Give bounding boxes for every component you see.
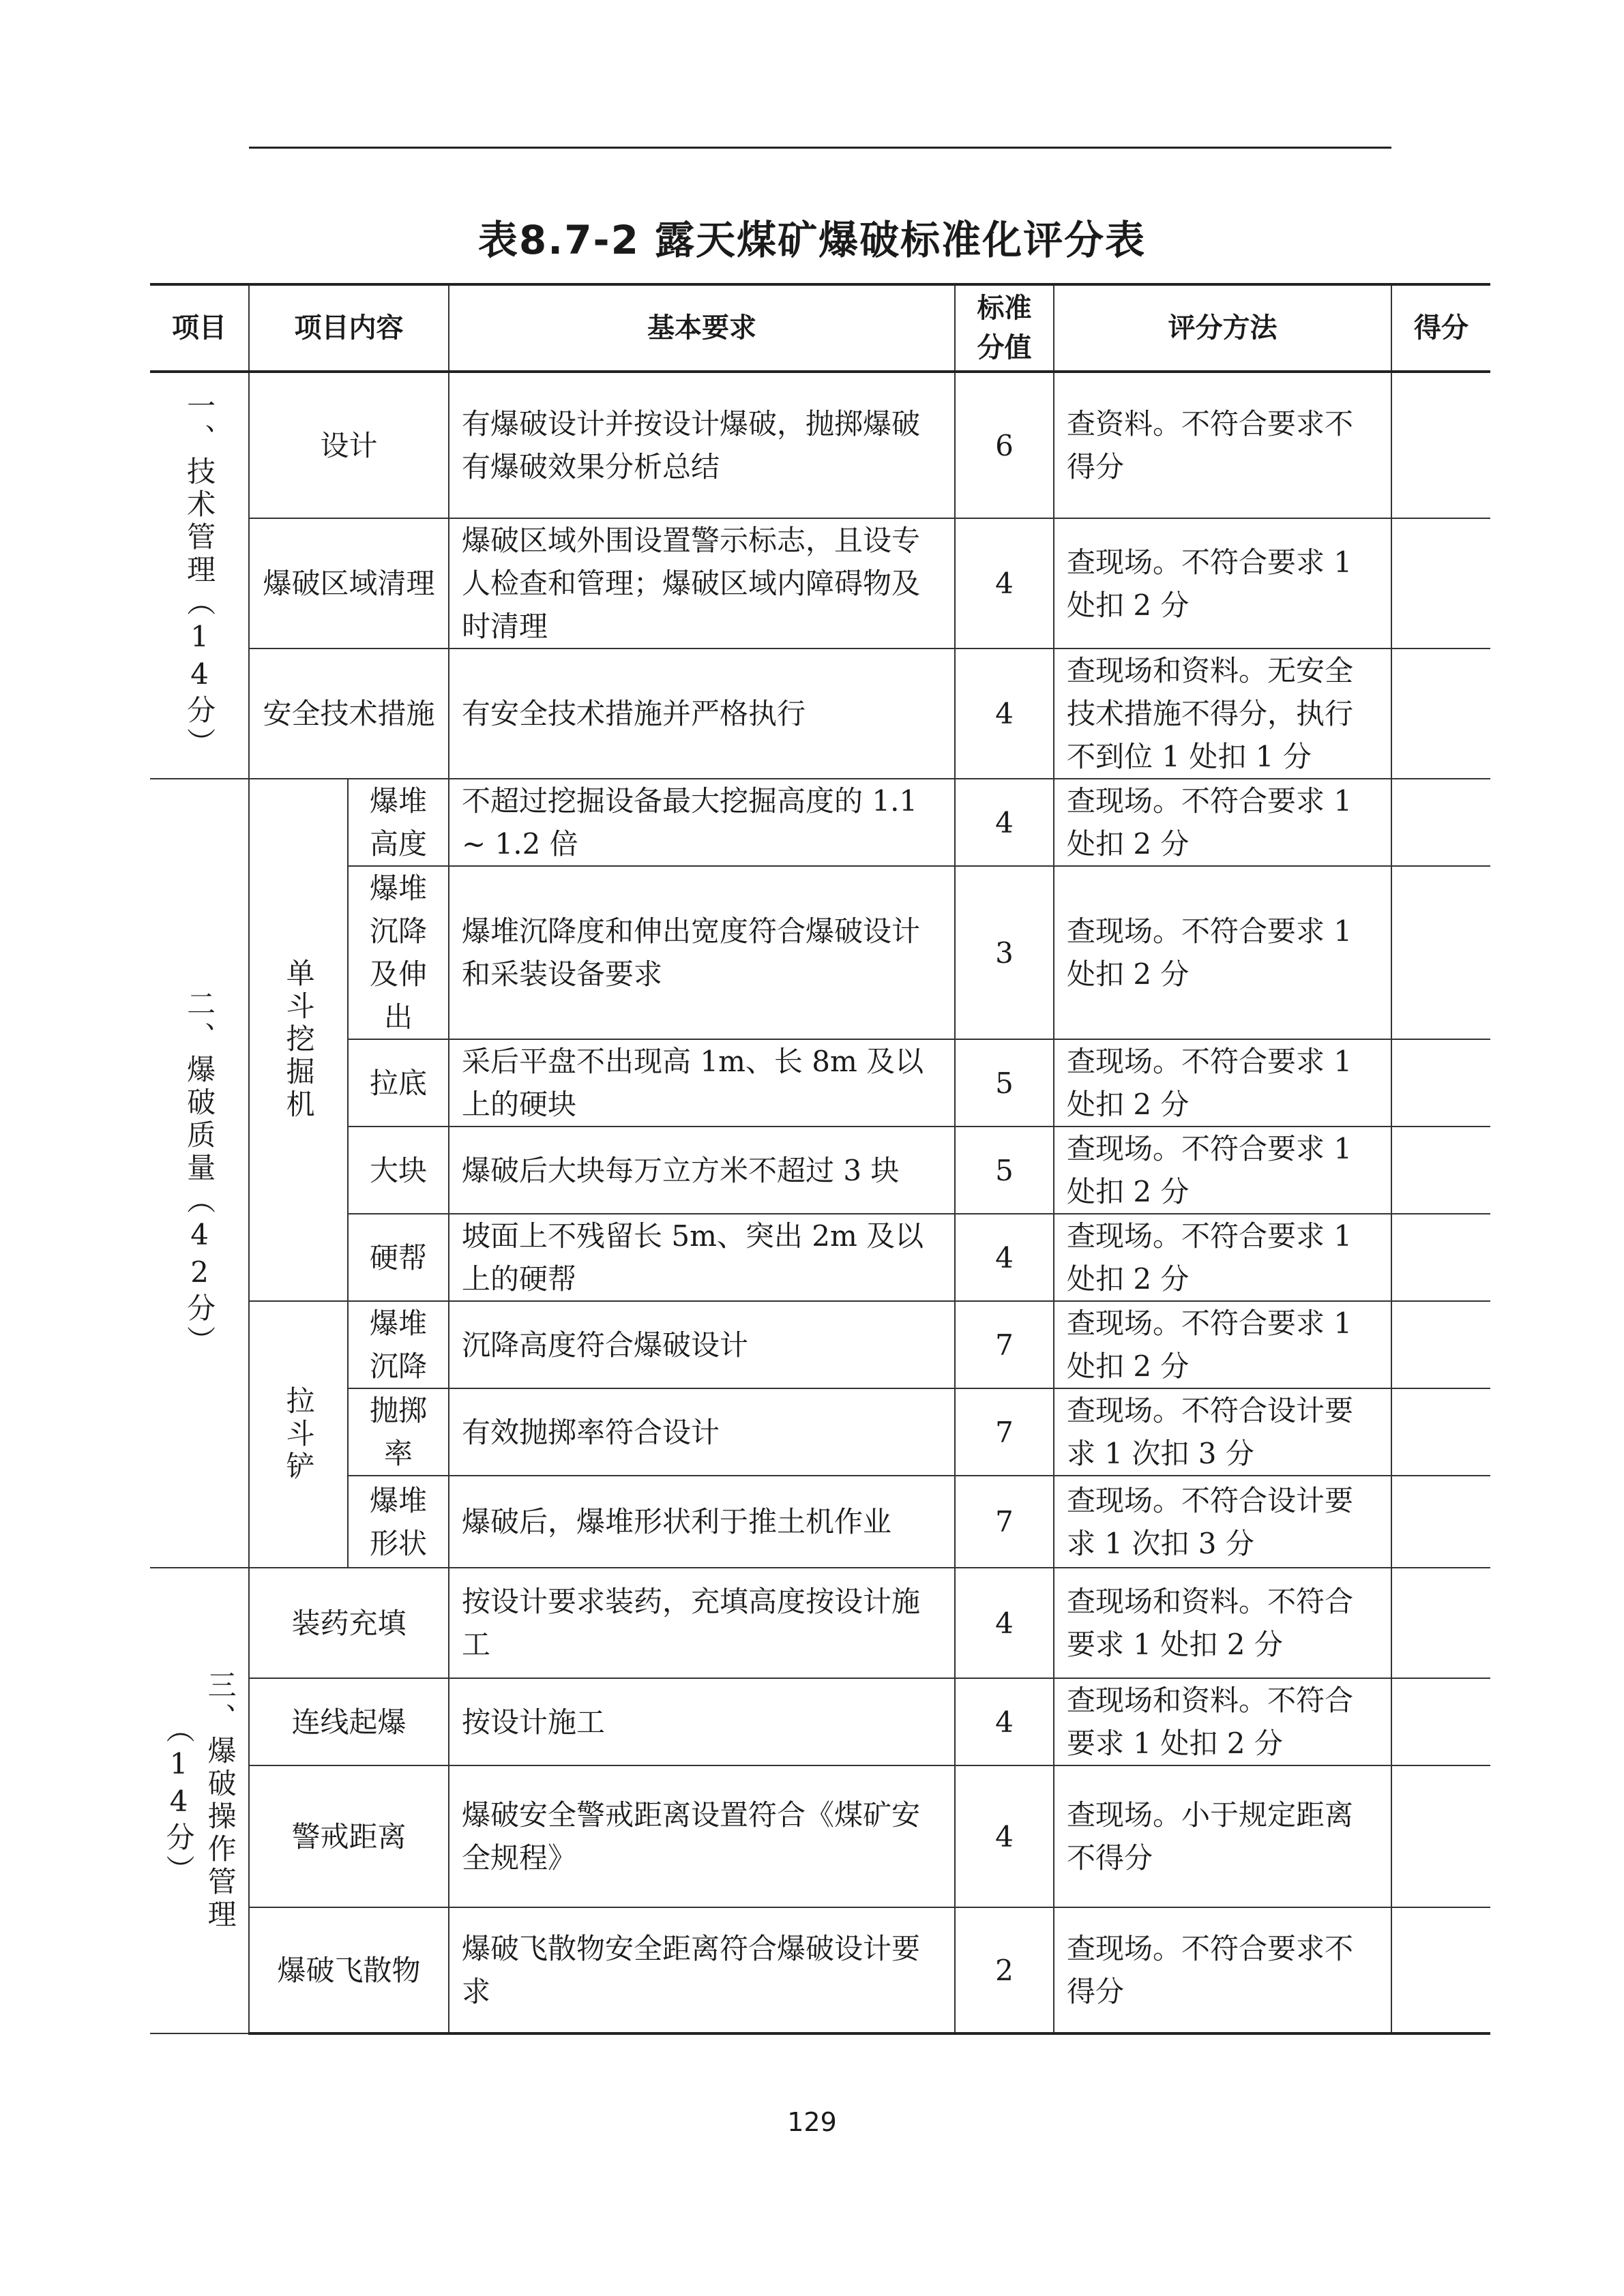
score-cell: [1391, 1039, 1490, 1127]
table-row: [150, 1388, 1490, 1476]
method-cell: 查现场。不符合要求 1 处扣 2 分: [1054, 1301, 1391, 1388]
requirement-cell: 按设计要求装药，充填高度按设计施工: [449, 1568, 955, 1678]
table-row: [150, 866, 1490, 1039]
requirement-cell: 有效抛掷率符合设计: [449, 1388, 955, 1476]
method-cell: 查现场和资料。不符合要求 1 处扣 2 分: [1054, 1568, 1391, 1678]
col-header-standard-score: 标准分值: [955, 284, 1054, 372]
table-row: [150, 1907, 1490, 2033]
category-blasting-quality: 二、爆破质量（42分）: [150, 779, 249, 1568]
score-cell: [1391, 518, 1490, 648]
item-cell: 连线起爆: [249, 1678, 449, 1765]
standard-score-cell: 7: [955, 1388, 1054, 1476]
method-cell: 查现场和资料。不符合要求 1 处扣 2 分: [1054, 1678, 1391, 1765]
standard-score-cell: 5: [955, 1127, 1054, 1214]
standard-score-cell: 2: [955, 1907, 1054, 2033]
method-cell: 查现场和资料。无安全技术措施不得分，执行不到位 1 处扣 1 分: [1054, 648, 1391, 779]
col-header-project: 项目: [150, 284, 249, 372]
table-row: [150, 1127, 1490, 1214]
method-cell: 查现场。不符合要求 1 处扣 2 分: [1054, 1039, 1391, 1127]
standard-score-cell: 4: [955, 1568, 1054, 1678]
col-header-method: 评分方法: [1054, 284, 1391, 372]
score-cell: [1391, 866, 1490, 1039]
table-row: [150, 779, 1490, 866]
score-cell: [1391, 1678, 1490, 1765]
table-row: [150, 518, 1490, 648]
requirement-cell: 按设计施工: [449, 1678, 955, 1765]
table-row: [150, 1568, 1490, 1678]
method-cell: 查现场。不符合要求 1 处扣 2 分: [1054, 779, 1391, 866]
item-cell: 装药充填: [249, 1568, 449, 1678]
method-cell: 查现场。不符合要求 1 处扣 2 分: [1054, 1127, 1391, 1214]
method-cell: 查现场。不符合设计要求 1 次扣 3 分: [1054, 1388, 1391, 1476]
table-row: [150, 1678, 1490, 1765]
table-row: [150, 1039, 1490, 1127]
method-cell: 查现场。不符合要求 1 处扣 2 分: [1054, 518, 1391, 648]
requirement-cell: 坡面上不残留长 5m、突出 2m 及以上的硬帮: [449, 1214, 955, 1301]
table-row: [150, 1214, 1490, 1301]
requirement-cell: 采后平盘不出现高 1m、长 8m 及以上的硬块: [449, 1039, 955, 1127]
table-title: 表8.7-2 露天煤矿爆破标准化评分表: [477, 217, 1147, 263]
scoring-table: [150, 283, 1490, 2035]
score-cell: [1391, 648, 1490, 779]
score-cell: [1391, 1388, 1490, 1476]
item-cell: 大块: [348, 1127, 449, 1214]
requirement-cell: 爆堆沉降度和伸出宽度符合爆破设计和采装设备要求: [449, 866, 955, 1039]
method-cell: 查现场。不符合要求不得分: [1054, 1907, 1391, 2033]
requirement-cell: 爆破飞散物安全距离符合爆破设计要求: [449, 1907, 955, 2033]
standard-score-cell: 3: [955, 866, 1054, 1039]
score-cell: [1391, 1765, 1490, 1907]
score-cell: [1391, 1568, 1490, 1678]
requirement-cell: 沉降高度符合爆破设计: [449, 1301, 955, 1388]
standard-score-cell: 7: [955, 1301, 1054, 1388]
item-cell: 警戒距离: [249, 1765, 449, 1907]
col-header-requirement: 基本要求: [449, 284, 955, 372]
method-cell: 查现场。不符合要求 1 处扣 2 分: [1054, 1214, 1391, 1301]
subgroup-shovel: 单斗挖掘机: [249, 779, 348, 1301]
standard-score-cell: 4: [955, 648, 1054, 779]
score-cell: [1391, 1127, 1490, 1214]
standard-score-cell: 4: [955, 1678, 1054, 1765]
standard-score-cell: 4: [955, 1214, 1054, 1301]
method-cell: 查现场。不符合要求 1 处扣 2 分: [1054, 866, 1391, 1039]
table-row: [150, 1765, 1490, 1907]
category-technical-management: 一、技术管理（14分）: [150, 372, 249, 779]
item-cell: 爆破飞散物: [249, 1907, 449, 2033]
table-row: [150, 1476, 1490, 1568]
item-cell: 爆堆沉降: [348, 1301, 449, 1388]
header-row: [150, 284, 1490, 372]
item-cell: 爆破区域清理: [249, 518, 449, 648]
score-cell: [1391, 1476, 1490, 1568]
item-cell: 安全技术措施: [249, 648, 449, 779]
score-cell: [1391, 372, 1490, 518]
subgroup-dragline: 拉斗铲: [249, 1301, 348, 1568]
standard-score-cell: 7: [955, 1476, 1054, 1568]
standard-score-cell: 4: [955, 779, 1054, 866]
score-cell: [1391, 1214, 1490, 1301]
standard-score-cell: 6: [955, 372, 1054, 518]
table-row: [150, 372, 1490, 518]
method-cell: 查现场。不符合设计要求 1 次扣 3 分: [1054, 1476, 1391, 1568]
requirement-cell: 爆破安全警戒距离设置符合《煤矿安全规程》: [449, 1765, 955, 1907]
standard-score-cell: 4: [955, 1765, 1054, 1907]
score-cell: [1391, 779, 1490, 866]
requirement-cell: 不超过挖掘设备最大挖掘高度的 1.1 ~ 1.2 倍: [449, 779, 955, 866]
item-cell: 拉底: [348, 1039, 449, 1127]
item-cell: 爆堆高度: [348, 779, 449, 866]
score-cell: [1391, 1301, 1490, 1388]
method-cell: 查现场。小于规定距离不得分: [1054, 1765, 1391, 1907]
requirement-cell: 有爆破设计并按设计爆破，抛掷爆破有爆破效果分析总结: [449, 372, 955, 518]
item-cell: 爆堆沉降及伸出: [348, 866, 449, 1039]
category-blasting-operation: 三、爆破操作管理 （14分）: [150, 1568, 249, 2033]
standard-score-cell: 4: [955, 518, 1054, 648]
table-row: [150, 648, 1490, 779]
table-row: [150, 1301, 1490, 1388]
standard-score-cell: 5: [955, 1039, 1054, 1127]
item-cell: 设计: [249, 372, 449, 518]
item-cell: 硬帮: [348, 1214, 449, 1301]
score-cell: [1391, 1907, 1490, 2033]
requirement-cell: 爆破后大块每万立方米不超过 3 块: [449, 1127, 955, 1214]
requirement-cell: 爆破区域外围设置警示标志，且设专人检查和管理；爆破区域内障碍物及时清理: [449, 518, 955, 648]
col-header-content: 项目内容: [249, 284, 449, 372]
item-cell: 爆堆形状: [348, 1476, 449, 1568]
header-rule: [249, 147, 1391, 149]
col-header-score: 得分: [1391, 284, 1490, 372]
item-cell: 抛掷率: [348, 1388, 449, 1476]
page-number: 129: [787, 2107, 837, 2137]
requirement-cell: 爆破后，爆堆形状利于推土机作业: [449, 1476, 955, 1568]
requirement-cell: 有安全技术措施并严格执行: [449, 648, 955, 779]
method-cell: 查资料。不符合要求不得分: [1054, 372, 1391, 518]
